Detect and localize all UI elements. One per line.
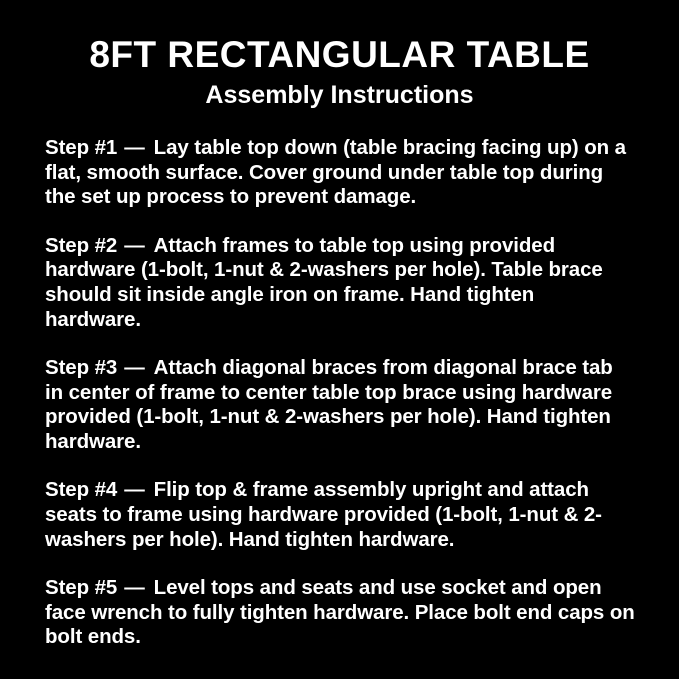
step-3: [45, 356, 635, 454]
page-title: 8FT RECTANGULAR TABLE: [89, 34, 590, 75]
step-4: [45, 478, 635, 552]
step-3-text: Attach diagonal braces from diagonal brace tab in center of frame to center table top brace using hardware provided (1-bolt, 1-nut & 2-washers per hole). Hand tighten hardware.: [45, 356, 613, 453]
step-2-dash: —: [124, 233, 145, 257]
step-1-text: Lay table top down (table bracing facing up) on a flat, smooth surface. Cover ground under table top during the set up process to prevent damage.: [45, 135, 626, 209]
step-1-label: Step #1: [45, 135, 118, 159]
step-5-label: Step #5: [45, 576, 118, 600]
step-4-label: Step #4: [45, 478, 118, 502]
page-subtitle: Assembly Instructions: [205, 81, 474, 110]
step-5-text: Level tops and seats and use socket and open face wrench to fully tighten hardware. Place bolt end caps on bolt ends.: [45, 576, 635, 649]
steps-list: [0, 136, 679, 650]
step-1: [45, 136, 635, 210]
step-2-label: Step #2: [45, 233, 118, 257]
step-2: [45, 234, 635, 332]
step-3-label: Step #3: [45, 356, 118, 380]
step-5: [45, 576, 635, 650]
step-5-dash: —: [124, 576, 145, 600]
step-4-text: Flip top & frame assembly upright and attach seats to frame using hardware provided (1-bolt, 1-nut & 2-washers per hole). Hand tighten hardware.: [45, 478, 602, 551]
step-2-text: Attach frames to table top using provided hardware (1-bolt, 1-nut & 2-washers per hole). Table brace should sit inside angle iron on frame. Hand tighten hardware.: [45, 233, 603, 331]
step-3-dash: —: [124, 356, 145, 380]
step-1-dash: —: [124, 135, 145, 159]
step-4-dash: —: [124, 478, 145, 502]
